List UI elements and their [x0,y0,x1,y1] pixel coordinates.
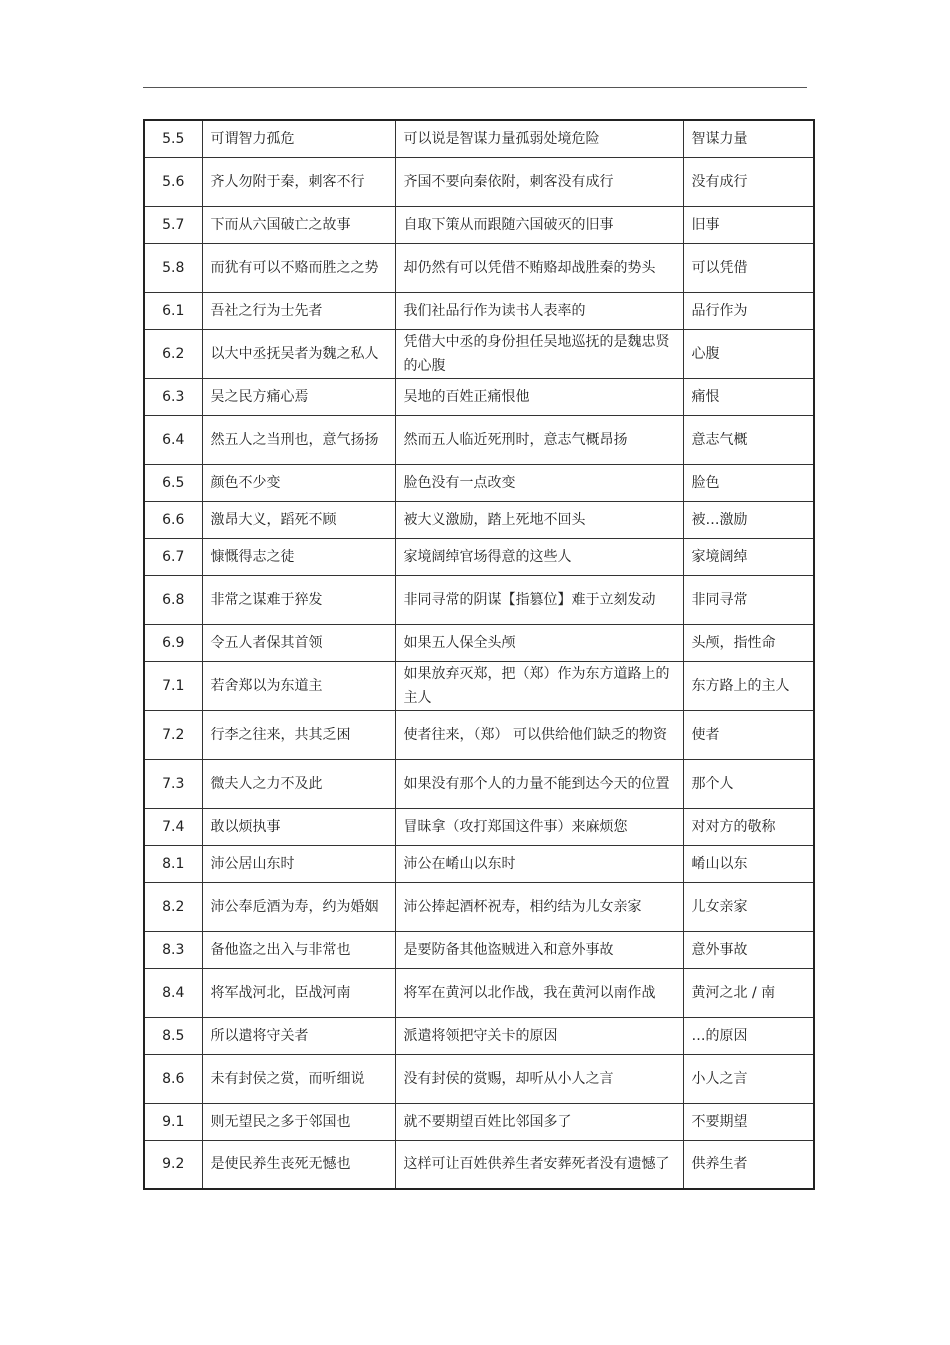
classical-text-cell: 慷慨得志之徒 [202,538,395,575]
entry-number-cell: 5.6 [144,157,202,206]
table-row [144,415,814,464]
classical-text-cell: 沛公居山东时 [202,845,395,882]
modern-translation-cell: 派遣将领把守关卡的原因 [395,1017,683,1054]
table-row [144,292,814,329]
keyword-meaning-cell: 使者 [683,710,814,759]
keyword-meaning-cell: 品行作为 [683,292,814,329]
modern-translation-cell: 是要防备其他盗贼进入和意外事故 [395,931,683,968]
entry-number-cell: 8.6 [144,1054,202,1103]
modern-translation-cell: 吴地的百姓正痛恨他 [395,378,683,415]
keyword-meaning-cell: 意外事故 [683,931,814,968]
entry-number-cell: 6.7 [144,538,202,575]
keyword-meaning-cell: 可以凭借 [683,243,814,292]
keyword-meaning-cell: 意志气概 [683,415,814,464]
table-row [144,1103,814,1140]
header-rule [143,87,807,88]
table-row [144,1017,814,1054]
table-row [144,575,814,624]
modern-translation-cell: 却仍然有可以凭借不贿赂却战胜秦的势头 [395,243,683,292]
keyword-meaning-cell: 对对方的敬称 [683,808,814,845]
classical-text-cell: 是使民养生丧死无憾也 [202,1140,395,1189]
modern-translation-cell: 凭借大中丞的身份担任吴地巡抚的是魏忠贤的心腹 [395,329,683,378]
entry-number-cell: 9.2 [144,1140,202,1189]
entry-number-cell: 6.5 [144,464,202,501]
modern-translation-cell: 使者往来，（郑） 可以供给他们缺乏的物资 [395,710,683,759]
table-row [144,845,814,882]
entry-number-cell: 6.2 [144,329,202,378]
classical-text-cell: 未有封侯之赏，而听细说 [202,1054,395,1103]
table-row [144,624,814,661]
keyword-meaning-cell: 智谋力量 [683,120,814,157]
vocabulary-table-body [144,120,814,1189]
classical-text-cell: 齐人勿附于秦，刺客不行 [202,157,395,206]
entry-number-cell: 7.2 [144,710,202,759]
keyword-meaning-cell: 小人之言 [683,1054,814,1103]
classical-text-cell: 非常之谋难于猝发 [202,575,395,624]
table-row [144,157,814,206]
entry-number-cell: 6.1 [144,292,202,329]
keyword-meaning-cell: 家境阔绰 [683,538,814,575]
entry-number-cell: 8.1 [144,845,202,882]
classical-text-cell: 敢以烦执事 [202,808,395,845]
table-row [144,661,814,710]
keyword-meaning-cell: …的原因 [683,1017,814,1054]
classical-text-cell: 以大中丞抚吴者为魏之私人 [202,329,395,378]
classical-text-cell: 将军战河北，臣战河南 [202,968,395,1017]
keyword-meaning-cell: 非同寻常 [683,575,814,624]
modern-translation-cell: 非同寻常的阴谋【指篡位】难于立刻发动 [395,575,683,624]
table-row [144,1140,814,1189]
modern-translation-cell: 然而五人临近死刑时，意志气概昂扬 [395,415,683,464]
entry-number-cell: 6.8 [144,575,202,624]
table-row [144,120,814,157]
modern-translation-cell: 脸色没有一点改变 [395,464,683,501]
entry-number-cell: 7.3 [144,759,202,808]
classical-text-cell: 而犹有可以不赂而胜之之势 [202,243,395,292]
keyword-meaning-cell: 没有成行 [683,157,814,206]
keyword-meaning-cell: 东方路上的主人 [683,661,814,710]
table-row [144,931,814,968]
classical-text-cell: 然五人之当刑也，意气扬扬 [202,415,395,464]
entry-number-cell: 9.1 [144,1103,202,1140]
keyword-meaning-cell: 头颅，指性命 [683,624,814,661]
modern-translation-cell: 自取下策从而跟随六国破灭的旧事 [395,206,683,243]
classical-text-cell: 备他盗之出入与非常也 [202,931,395,968]
entry-number-cell: 6.3 [144,378,202,415]
modern-translation-cell: 没有封侯的赏赐，却听从小人之言 [395,1054,683,1103]
entry-number-cell: 5.5 [144,120,202,157]
keyword-meaning-cell: 脸色 [683,464,814,501]
modern-translation-cell: 如果放弃灭郑，把（郑）作为东方道路上的主人 [395,661,683,710]
table-row [144,808,814,845]
keyword-meaning-cell: 心腹 [683,329,814,378]
keyword-meaning-cell: 崤山以东 [683,845,814,882]
classical-text-cell: 吾社之行为士先者 [202,292,395,329]
keyword-meaning-cell: 被…激励 [683,501,814,538]
modern-translation-cell: 冒昧拿（攻打郑国这件事）来麻烦您 [395,808,683,845]
classical-text-cell: 颜色不少变 [202,464,395,501]
classical-text-cell: 激昂大义，蹈死不顾 [202,501,395,538]
table-row [144,243,814,292]
modern-translation-cell: 将军在黄河以北作战，我在黄河以南作战 [395,968,683,1017]
entry-number-cell: 5.7 [144,206,202,243]
keyword-meaning-cell: 痛恨 [683,378,814,415]
entry-number-cell: 6.9 [144,624,202,661]
entry-number-cell: 5.8 [144,243,202,292]
classical-text-cell: 微夫人之力不及此 [202,759,395,808]
keyword-meaning-cell: 供养生者 [683,1140,814,1189]
classical-text-cell: 可谓智力孤危 [202,120,395,157]
classical-text-cell: 吴之民方痛心焉 [202,378,395,415]
table-row [144,538,814,575]
classical-text-cell: 所以遣将守关者 [202,1017,395,1054]
entry-number-cell: 8.2 [144,882,202,931]
classical-text-cell: 若舍郑以为东道主 [202,661,395,710]
classical-text-cell: 令五人者保其首领 [202,624,395,661]
modern-translation-cell: 可以说是智谋力量孤弱处境危险 [395,120,683,157]
keyword-meaning-cell: 不要期望 [683,1103,814,1140]
modern-translation-cell: 如果没有那个人的力量不能到达今天的位置 [395,759,683,808]
classical-text-cell: 下而从六国破亡之故事 [202,206,395,243]
table-row [144,1054,814,1103]
table-row [144,759,814,808]
entry-number-cell: 8.4 [144,968,202,1017]
keyword-meaning-cell: 黄河之北 / 南 [683,968,814,1017]
table-row [144,501,814,538]
classical-text-cell: 行李之往来，共其乏困 [202,710,395,759]
vocabulary-table [143,119,815,1190]
table-row [144,882,814,931]
modern-translation-cell: 沛公在崤山以东时 [395,845,683,882]
modern-translation-cell: 如果五人保全头颅 [395,624,683,661]
modern-translation-cell: 就不要期望百姓比邻国多了 [395,1103,683,1140]
entry-number-cell: 6.6 [144,501,202,538]
table-row [144,968,814,1017]
modern-translation-cell: 家境阔绰官场得意的这些人 [395,538,683,575]
table-row [144,710,814,759]
modern-translation-cell: 沛公捧起酒杯祝寿，相约结为儿女亲家 [395,882,683,931]
entry-number-cell: 8.5 [144,1017,202,1054]
classical-text-cell: 则无望民之多于邻国也 [202,1103,395,1140]
keyword-meaning-cell: 旧事 [683,206,814,243]
table-row [144,464,814,501]
entry-number-cell: 8.3 [144,931,202,968]
table-row [144,378,814,415]
table-row [144,329,814,378]
keyword-meaning-cell: 那个人 [683,759,814,808]
classical-text-cell: 沛公奉卮酒为寿，约为婚姻 [202,882,395,931]
entry-number-cell: 6.4 [144,415,202,464]
entry-number-cell: 7.4 [144,808,202,845]
modern-translation-cell: 齐国不要向秦依附，刺客没有成行 [395,157,683,206]
entry-number-cell: 7.1 [144,661,202,710]
modern-translation-cell: 被大义激励，踏上死地不回头 [395,501,683,538]
keyword-meaning-cell: 儿女亲家 [683,882,814,931]
modern-translation-cell: 我们社品行作为读书人表率的 [395,292,683,329]
table-row [144,206,814,243]
modern-translation-cell: 这样可让百姓供养生者安葬死者没有遗憾了 [395,1140,683,1189]
